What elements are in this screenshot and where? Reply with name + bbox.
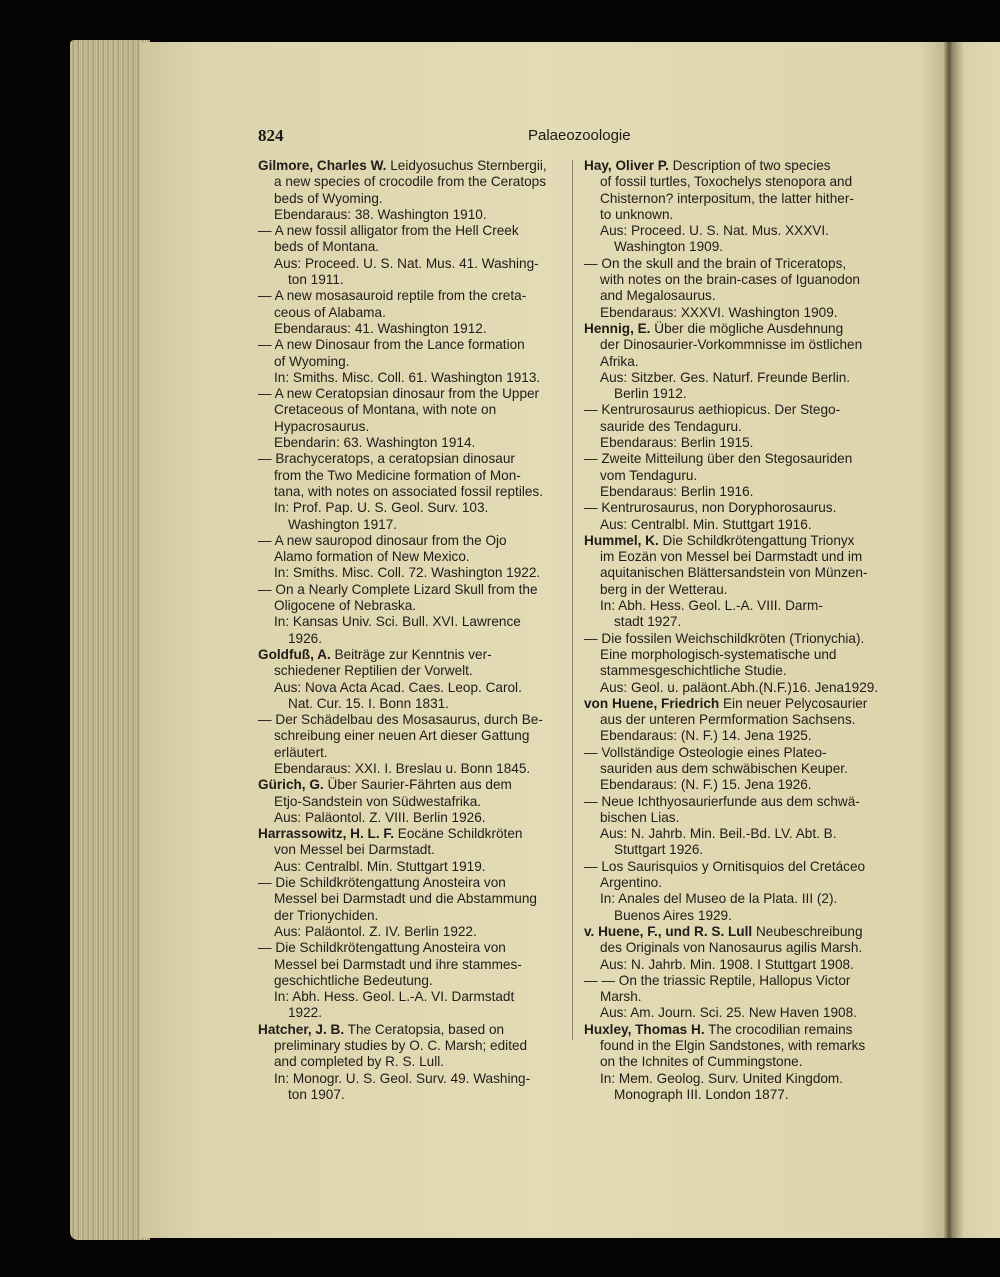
bibliography-continuation-line: sauride des Tendaguru. xyxy=(600,418,742,434)
bibliography-continuation-line: Alamo formation of New Mexico. xyxy=(274,549,470,565)
entry-title-text: Beiträge zur Kenntnis ver- xyxy=(330,646,492,662)
author-name: von Huene, Friedrich xyxy=(584,695,720,711)
bibliography-entry-line: — Kentrurosaurus, non Doryphorosaurus. xyxy=(584,500,837,516)
author-name: Gilmore, Charles W. xyxy=(258,158,387,173)
bibliography-continuation-line: Aus: Centralbl. Min. Stuttgart 1919. xyxy=(274,858,486,874)
entry-title-text: Leidyosuchus Sternbergii, xyxy=(386,158,547,173)
bibliography-continuation-line: of Wyoming. xyxy=(274,353,350,369)
bibliography-entry-line: — Neue Ichthyosaurierfunde aus dem schwä- xyxy=(584,793,860,809)
author-name: Hay, Oliver P. xyxy=(584,158,669,173)
bibliography-continuation-line: Eine morphologisch-systematische und xyxy=(600,646,837,662)
author-name: Gürich, G. xyxy=(258,777,324,793)
author-name: Hennig, E. xyxy=(584,320,651,336)
bibliography-continuation-line: stadt 1927. xyxy=(614,614,682,630)
bibliography-continuation-line: tana, with notes on associated fossil reptiles. xyxy=(274,483,544,499)
bibliography-entry-first-line xyxy=(258,158,564,174)
bibliography-continuation-line: Aus: Am. Journ. Sci. 25. New Haven 1908. xyxy=(600,1005,857,1021)
running-title: Palaeozoologie xyxy=(528,127,631,144)
bibliography-entry-first-line xyxy=(258,826,564,842)
bibliography-entry-line: — On a Nearly Complete Lizard Skull from the xyxy=(258,581,538,597)
bibliography-continuation-line: In: Anales del Museo de la Plata. III (2). xyxy=(600,891,838,907)
bibliography-continuation-line: Aus: Proceed. U. S. Nat. Mus. 41. Washing- xyxy=(274,255,539,271)
bibliography-entry-line: — — On the triassic Reptile, Hallopus Victor xyxy=(584,972,851,988)
bibliography-continuation-line: Aus: Nova Acta Acad. Caes. Leop. Carol. xyxy=(274,679,522,695)
bibliography-continuation-line: from the Two Medicine formation of Mon- xyxy=(274,467,521,483)
author-name: Hummel, K. xyxy=(584,532,659,548)
bibliography-continuation-line: of fossil turtles, Toxochelys stenopora and xyxy=(600,174,853,190)
bibliography-continuation-line: ton 1907. xyxy=(288,1086,345,1102)
bibliography-continuation-line: Argentino. xyxy=(600,875,662,891)
bibliography-continuation-line: Aus: Paläontol. Z. IV. Berlin 1922. xyxy=(274,923,477,939)
bibliography-continuation-line: Ebendaraus: XXI. I. Breslau u. Bonn 1845. xyxy=(274,760,531,776)
page-header xyxy=(256,126,836,148)
bibliography-continuation-line: Hypacrosaurus. xyxy=(274,418,370,434)
facing-page-edge xyxy=(952,42,1000,1238)
bibliography-continuation-line: Oligocene of Nebraska. xyxy=(274,598,417,614)
bibliography-continuation-line: geschichtliche Bedeutung. xyxy=(274,972,433,988)
bibliography-continuation-line: Aus: Geol. u. paläont.Abh.(N.F.)16. Jena1929. xyxy=(600,679,879,695)
author-name: Hatcher, J. B. xyxy=(258,1021,345,1037)
bibliography-continuation-line: In: Monogr. U. S. Geol. Surv. 49. Washing- xyxy=(274,1070,531,1086)
entry-title-text: Eocäne Schildkröten xyxy=(393,826,523,842)
bibliography-continuation-line: In: Abh. Hess. Geol. L.-A. VI. Darmstadt xyxy=(274,989,515,1005)
bibliography-entry-line: — A new fossil alligator from the Hell Creek xyxy=(258,223,519,239)
bibliography-continuation-line: In: Smiths. Misc. Coll. 61. Washington 1913. xyxy=(274,369,541,385)
bibliography-entry-line: — Die Schildkrötengattung Anosteira von xyxy=(258,940,506,956)
bibliography-entry-line: — Zweite Mitteilung über den Stegosauriden xyxy=(584,451,853,467)
bibliography-entry-first-line xyxy=(258,1022,564,1038)
bibliography-continuation-line: Chisternon? interpositum, the latter hither- xyxy=(600,190,854,206)
bibliography-continuation-line: schiedener Reptilien der Vorwelt. xyxy=(274,663,473,679)
bibliography-continuation-line: des Originals von Nanosaurus agilis Marsh. xyxy=(600,940,863,956)
bibliography-continuation-line: preliminary studies by O. C. Marsh; edited xyxy=(274,1038,528,1054)
bibliography-continuation-line: Aus: Paläontol. Z. VIII. Berlin 1926. xyxy=(274,809,486,825)
bibliography-continuation-line: found in the Elgin Sandstones, with remarks xyxy=(600,1038,866,1054)
bibliography-continuation-line: aquitanischen Blättersandstein von Münzen- xyxy=(600,565,868,581)
bibliography-entry-first-line xyxy=(258,647,564,663)
bibliography-continuation-line: Ebendaraus: Berlin 1915. xyxy=(600,435,754,451)
bibliography-entry-first-line xyxy=(584,1022,890,1038)
bibliography-continuation-line: Aus: Sitzber. Ges. Naturf. Freunde Berlin. xyxy=(600,369,851,385)
bibliography-continuation-line: and Megalosaurus. xyxy=(600,288,716,304)
entry-title-text: Die Schildkrötengattung Trionyx xyxy=(658,532,855,548)
bibliography-continuation-line: Berlin 1912. xyxy=(614,386,687,402)
author-name: v. Huene, F., und R. S. Lull xyxy=(584,923,753,939)
bibliography-continuation-line: Ebendaraus: XXXVI. Washington 1909. xyxy=(600,304,838,320)
bibliography-continuation-line: stammesgeschichtliche Studie. xyxy=(600,663,787,679)
bibliography-continuation-line: on the Ichnites of Cummingstone. xyxy=(600,1054,803,1070)
bibliography-continuation-line: Washington 1909. xyxy=(614,239,724,255)
bibliography-continuation-line: In: Abh. Hess. Geol. L.-A. VIII. Darm- xyxy=(600,598,823,614)
bibliography-continuation-line: Ebendaraus: (N. F.) 14. Jena 1925. xyxy=(600,728,812,744)
bibliography-continuation-line: 1922. xyxy=(288,1005,323,1021)
bibliography-continuation-line: Ebendaraus: Berlin 1916. xyxy=(600,483,754,499)
bibliography-entry-first-line xyxy=(584,533,890,549)
bibliography-continuation-line: Ebendaraus: 38. Washington 1910. xyxy=(274,206,487,222)
bibliography-continuation-line: Aus: Proceed. U. S. Nat. Mus. XXXVI. xyxy=(600,223,829,239)
bibliography-entry-line: — A new Ceratopsian dinosaur from the Upper xyxy=(258,386,540,402)
bibliography-continuation-line: Nat. Cur. 15. I. Bonn 1831. xyxy=(288,695,449,711)
bibliography-continuation-line: Ebendaraus: 41. Washington 1912. xyxy=(274,320,487,336)
bibliography-entry-first-line xyxy=(258,777,564,793)
bibliography-continuation-line: Aus: Centralbl. Min. Stuttgart 1916. xyxy=(600,516,812,532)
entry-title-text: The Ceratopsia, based on xyxy=(344,1021,505,1037)
bibliography-continuation-line: In: Mem. Geolog. Surv. United Kingdom. xyxy=(600,1070,844,1086)
bibliography-continuation-line: der Dinosaurier-Vorkommnisse im östlichen xyxy=(600,337,863,353)
bibliography-entry-line: — Brachyceratops, a ceratopsian dinosaur xyxy=(258,451,515,467)
entry-title-text: Ein neuer Pelycosaurier xyxy=(719,695,868,711)
bibliography-continuation-line: Washington 1917. xyxy=(288,516,398,532)
bibliography-continuation-line: berg in der Wetterau. xyxy=(600,581,728,597)
bibliography-entry-line: — A new sauropod dinosaur from the Ojo xyxy=(258,532,507,548)
bibliography-entry-line: — Vollständige Osteologie eines Plateo- xyxy=(584,744,827,760)
bibliography-continuation-line: Cretaceous of Montana, with note on xyxy=(274,402,497,418)
bibliography-continuation-line: im Eozän von Messel bei Darmstadt und im xyxy=(600,549,863,565)
bibliography-entry-line: — Die Schildkrötengattung Anosteira von xyxy=(258,875,506,891)
bibliography-continuation-line: beds of Wyoming. xyxy=(274,190,383,206)
bibliography-continuation-line: der Trionychiden. xyxy=(274,907,379,923)
author-name: Goldfuß, A. xyxy=(258,646,331,662)
bibliography-entry-line: — Los Saurisquios y Ornitisquios del Cretáceo xyxy=(584,858,866,874)
bibliography-continuation-line: Afrika. xyxy=(600,353,639,369)
bibliography-continuation-line: Ebendarin: 63. Washington 1914. xyxy=(274,435,476,451)
entry-title-text: The crocodilian remains xyxy=(704,1021,853,1037)
bibliography-continuation-line: vom Tendaguru. xyxy=(600,467,698,483)
bibliography-continuation-line: bischen Lias. xyxy=(600,809,680,825)
bibliography-continuation-line: a new species of crocodile from the Ceratops xyxy=(274,174,547,190)
bibliography-continuation-line: Messel bei Darmstadt und die Abstammung xyxy=(274,891,537,907)
bibliography-continuation-line: to unknown. xyxy=(600,206,674,222)
bibliography-continuation-line: Aus: N. Jahrb. Min. Beil.-Bd. LV. Abt. B. xyxy=(600,826,837,842)
bibliography-continuation-line: Ebendaraus: (N. F.) 15. Jena 1926. xyxy=(600,777,812,793)
bibliography-continuation-line: sauriden aus dem schwäbischen Keuper. xyxy=(600,760,848,776)
bibliography-entry-line: — Der Schädelbau des Mosasaurus, durch Be- xyxy=(258,712,543,728)
page-number: 824 xyxy=(258,126,284,145)
bibliography-continuation-line: Messel bei Darmstadt und ihre stammes- xyxy=(274,956,522,972)
bibliography-continuation-line: Marsh. xyxy=(600,989,642,1005)
bibliography-entry-first-line xyxy=(584,924,890,940)
column-divider xyxy=(572,160,573,1040)
entry-title-text: Über Saurier-Fährten aus dem xyxy=(323,777,512,793)
bibliography-continuation-line: erläutert. xyxy=(274,744,328,760)
bibliography-entry-first-line xyxy=(584,696,890,712)
bibliography-continuation-line: 1926. xyxy=(288,630,323,646)
bibliography-continuation-line: schreibung einer neuen Art dieser Gattung xyxy=(274,728,530,744)
bibliography-entry-line: — A new mosasauroid reptile from the creta- xyxy=(258,288,527,304)
bibliography-continuation-line: Stuttgart 1926. xyxy=(614,842,704,858)
left-column xyxy=(258,158,564,1103)
bibliography-continuation-line: In: Prof. Pap. U. S. Geol. Surv. 103. xyxy=(274,500,489,516)
entry-title-text: Description of two species xyxy=(668,158,831,173)
right-column xyxy=(584,158,890,1103)
bibliography-continuation-line: with notes on the brain-cases of Iguanodon xyxy=(600,272,860,288)
bibliography-entry-line: — A new Dinosaur from the Lance formation xyxy=(258,337,525,353)
bibliography-entry-line: — On the skull and the brain of Triceratops, xyxy=(584,255,847,271)
bibliography-continuation-line: Etjo-Sandstein von Südwestafrika. xyxy=(274,793,482,809)
bibliography-continuation-line: and completed by R. S. Lull. xyxy=(274,1054,445,1070)
entry-title-text: Neubeschreibung xyxy=(752,923,863,939)
entry-title-text: Über die mögliche Ausdehnung xyxy=(650,320,844,336)
bibliography-continuation-line: von Messel bei Darmstadt. xyxy=(274,842,435,858)
bibliography-continuation-line: In: Smiths. Misc. Coll. 72. Washington 1922. xyxy=(274,565,541,581)
page-edges xyxy=(70,40,150,1240)
bibliography-continuation-line: Buenos Aires 1929. xyxy=(614,907,732,923)
bibliography-entry-first-line xyxy=(584,321,890,337)
bibliography-continuation-line: ceous of Alabama. xyxy=(274,304,386,320)
author-name: Harrassowitz, H. L. F. xyxy=(258,826,394,842)
bibliography-entry-first-line xyxy=(584,158,890,174)
bibliography-entry-line: — Kentrurosaurus aethiopicus. Der Stego- xyxy=(584,402,841,418)
bibliography-entry-line: — Die fossilen Weichschildkröten (Trionychia). xyxy=(584,630,865,646)
bibliography-continuation-line: Aus: N. Jahrb. Min. 1908. I Stuttgart 1908. xyxy=(600,956,854,972)
bibliography-continuation-line: In: Kansas Univ. Sci. Bull. XVI. Lawrence xyxy=(274,614,521,630)
author-name: Huxley, Thomas H. xyxy=(584,1021,705,1037)
bibliography-continuation-line: Monograph III. London 1877. xyxy=(614,1086,789,1102)
bibliography-continuation-line: ton 1911. xyxy=(288,272,344,288)
bibliography-continuation-line: beds of Montana. xyxy=(274,239,380,255)
bibliography-continuation-line: aus der unteren Permformation Sachsens. xyxy=(600,712,856,728)
